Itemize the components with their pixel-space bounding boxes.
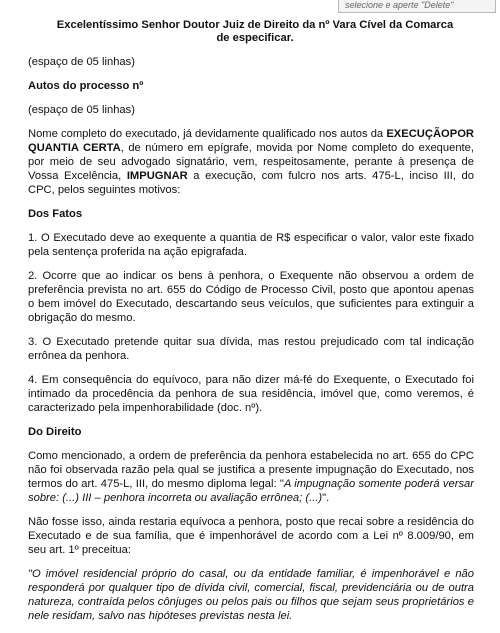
spacer-note-2: (espaço de 05 linhas) [28,104,135,116]
process-number-label: Autos do processo nº [28,80,144,92]
law1-text-c: ". [322,492,330,504]
law-paragraph-1 [28,449,474,505]
delete-hint-text: selecione e aperte "Delete" [345,0,454,10]
heading-line-2: de especificar. [216,32,294,44]
fact-item-2: 2. Ocorre que ao indicar os bens à penhora, o Exequente não observou a ordem de preferência prevista no art. 655 do Código de Processo Civil, posto que apontou apenas o bem imóvel do Executado, descartando seus veículos, que suficientes para extinguir a obrigação do mesmo. [28,270,474,324]
law1-text-a: Como mencionado, a ordem de preferência da penhora estabelecida no art. 655 do CPC não foi observada razão pela qual se justifica a presente impugnação do Executado, nos termos do art. 475-L, III, do mesmo diploma legal: " [28,450,474,490]
section-law-heading: Do Direito [28,426,82,438]
fact-item-3: 3. O Executado pretende quitar sua dívida, mas restou prejudicado com tal indicação errônea da penhora. [28,336,474,362]
law1-quote: A impugnação somente poderá versar sobre: (...) III – penhora incorreta ou avaliação errônea; (...) [28,478,474,504]
delete-hint-box [338,0,496,13]
section-facts-heading: Dos Fatos [28,208,83,220]
intro-text-c: , de número em epígrafe, movida por Nome completo do exequente, por meio de seu advogado signatário, vem, respeitosamente, perante à presença de Vossa Excelência, [28,142,474,182]
intro-action-name: EXECUÇÃOPOR QUANTIA CERTA [28,128,474,154]
petition-heading [28,19,474,45]
spacer-note-1: (espaço de 05 linhas) [28,56,135,68]
fact-item-1: 1. O Executado deve ao exequente a quantia de R$ especificar o valor, valor este fixado pela sentença proferida na ação epigrafada. [28,232,474,258]
intro-text-a: Nome completo do executado, já devidamente qualificado nos autos da [28,128,387,140]
heading-line-1: Excelentíssimo Senhor Doutor Juiz de Direito da nº Vara Cível da Comarca [56,19,454,31]
intro-text-e: a execução, com fulcro nos arts. 475-L, inciso III, do CPC, pelos seguintes motivos: [28,170,475,196]
petition-document [28,19,474,633]
law-quote-paragraph: "O imóvel residencial próprio do casal, ou da entidade familiar, é impenhorável e não responderá por qualquer tipo de dívida civil, comercial, fiscal, previdenciária ou de outra natureza, contraída pelos cônjuges ou pelos pais ou filhos que sejam seus proprietários e nele residam, salvo nas hipóteses previstas nesta lei. [28,568,474,622]
law-paragraph-2: Não fosse isso, ainda restaria equívoca a penhora, posto que recai sobre a residência do Executado e de sua família, que é impenhorável de acordo com a Lei nº 8.009/90, em seu art. 1º preceitua: [28,516,474,556]
fact-item-4: 4. Em consequência do equívoco, para não dizer má-fé do Exequente, o Executado foi intimado da procedência da penhora de sua residência, imóvel que, como veremos, é caracterizado pela impenhorabilidade (doc. nº). [28,374,474,414]
intro-impugnar: IMPUGNAR [126,170,188,182]
intro-paragraph [28,127,474,197]
